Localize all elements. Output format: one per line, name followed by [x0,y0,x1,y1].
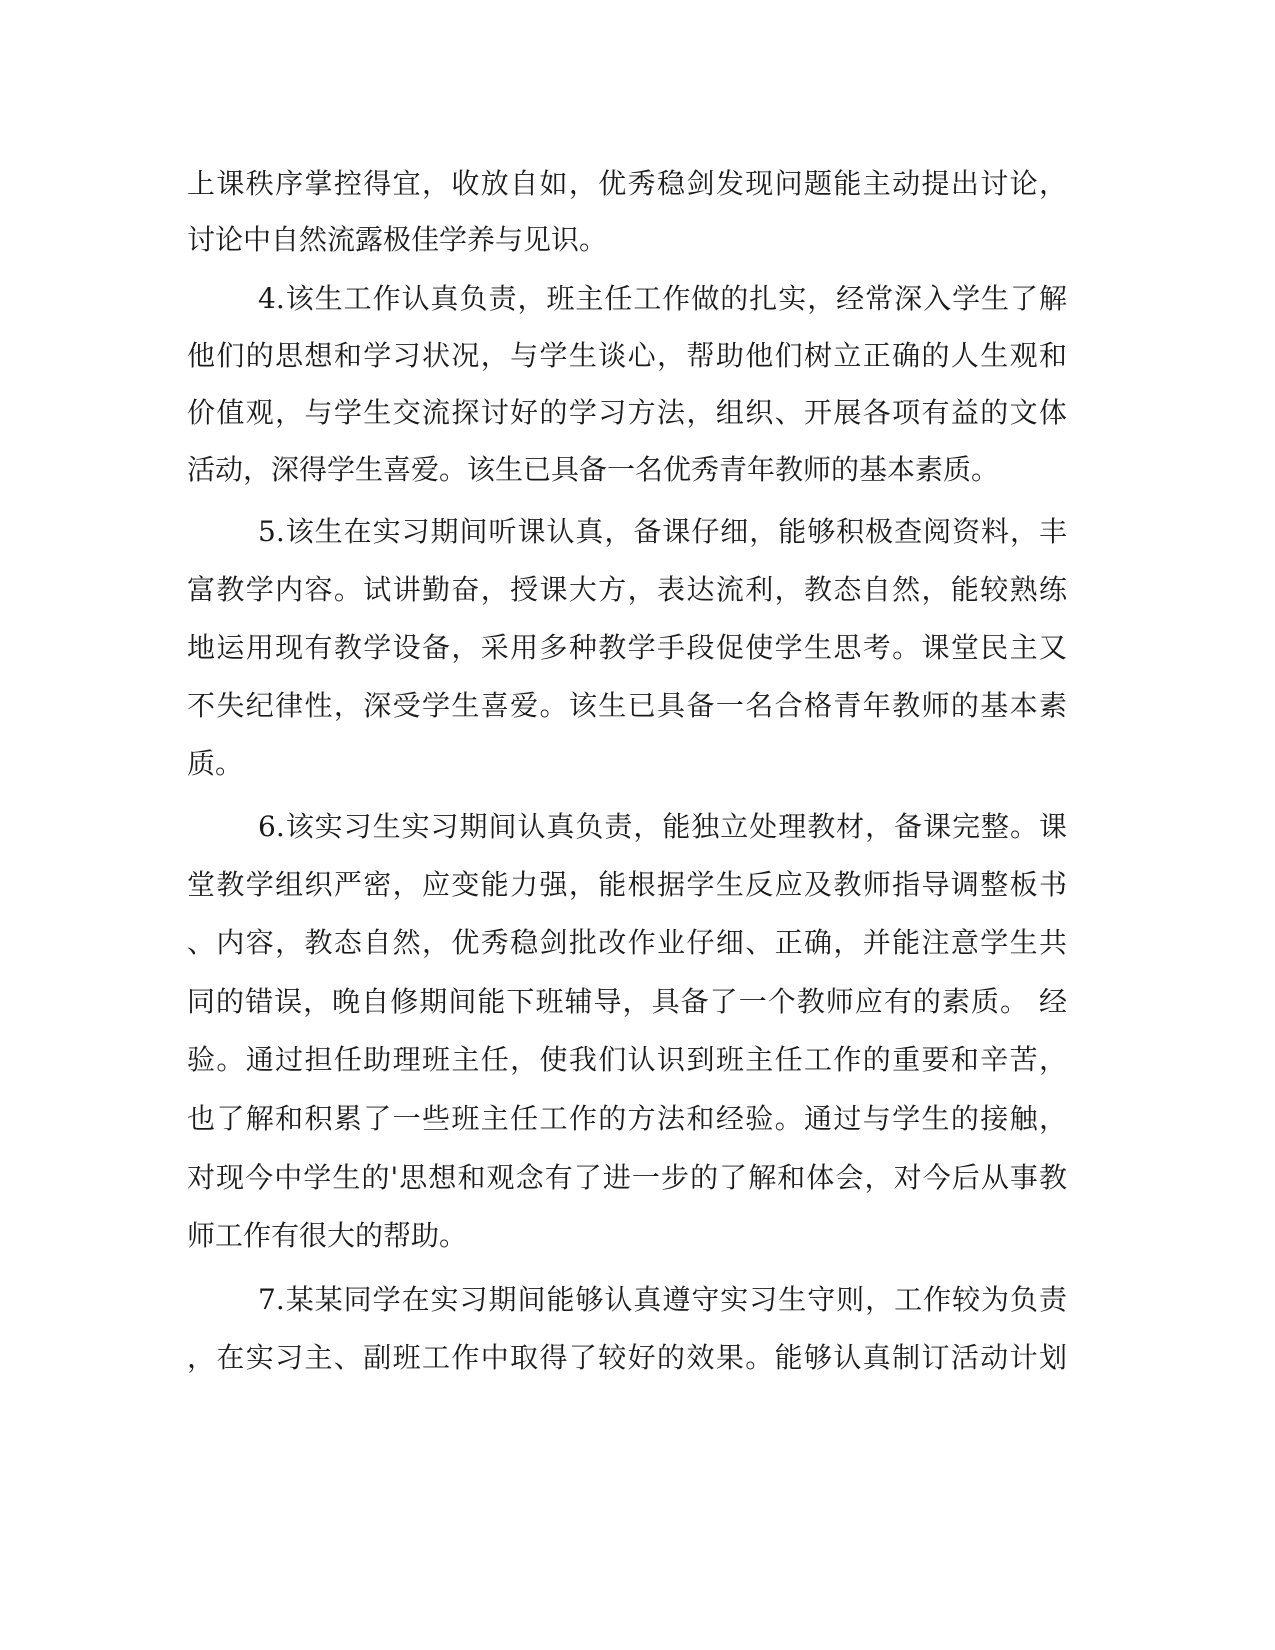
text-line: 堂教学组织严密，应变能力强，能根据学生反应及教师指导调整板书 [187,868,1067,901]
text-line: 对现今中学生的'思想和观念有了进一步的了解和体会，对今后从事教 [187,1161,1067,1194]
text-line: 富教学内容。试讲勤奋，授课大方，表达流利，教态自然，能较熟练 [187,573,1067,606]
text-line: 他们的思想和学习状况，与学生谈心，帮助他们树立正确的人生观和 [187,339,1067,372]
text-line: 同的错误，晚自修期间能下班辅导，具备了一个教师应有的素质。 经 [187,985,1067,1018]
paragraph-7-start: 7.某某同学在实习期间能够认真遵守实习生守则，工作较为负责 [258,1283,1067,1316]
text-line: 验。通过担任助理班主任，使我们认识到班主任工作的重要和辛苦， [187,1043,1067,1076]
paragraph-6-start: 6.该实习生实习期间认真负责，能独立处理教材，备课完整。课 [258,810,1067,843]
text-line: 质。 [187,747,244,780]
text-line: 也了解和积累了一些班主任工作的方法和经验。通过与学生的接触， [187,1102,1067,1135]
text-line: 不失纪律性，深受学生喜爱。该生已具备一名合格青年教师的基本素 [187,689,1067,722]
text-line: 讨论中自然流露极佳学养与见识。 [187,223,608,256]
text-line: ，在实习主、副班工作中取得了较好的效果。能够认真制订活动计划 [187,1341,1067,1374]
paragraph-4-start: 4.该生工作认真负责，班主任工作做的扎实，经常深入学生了解 [258,282,1067,315]
text-line: 、内容，教态自然，优秀稳剑批改作业仔细、正确，并能注意学生共 [187,926,1067,959]
text-line: 活动，深得学生喜爱。该生已具备一名优秀青年教师的基本素质。 [187,453,1000,486]
text-line: 地运用现有教学设备，采用多种教学手段促使学生思考。课堂民主又 [187,631,1067,664]
text-line: 上课秩序掌控得宜，收放自如，优秀稳剑发现问题能主动提出讨论， [187,167,1067,200]
text-line: 价值观，与学生交流探讨好的学习方法，组织、开展各项有益的文体 [187,396,1067,429]
paragraph-5-start: 5.该生在实习期间听课认真，备课仔细，能够积极查阅资料，丰 [258,515,1067,548]
text-line: 师工作有很大的帮助。 [187,1219,468,1252]
